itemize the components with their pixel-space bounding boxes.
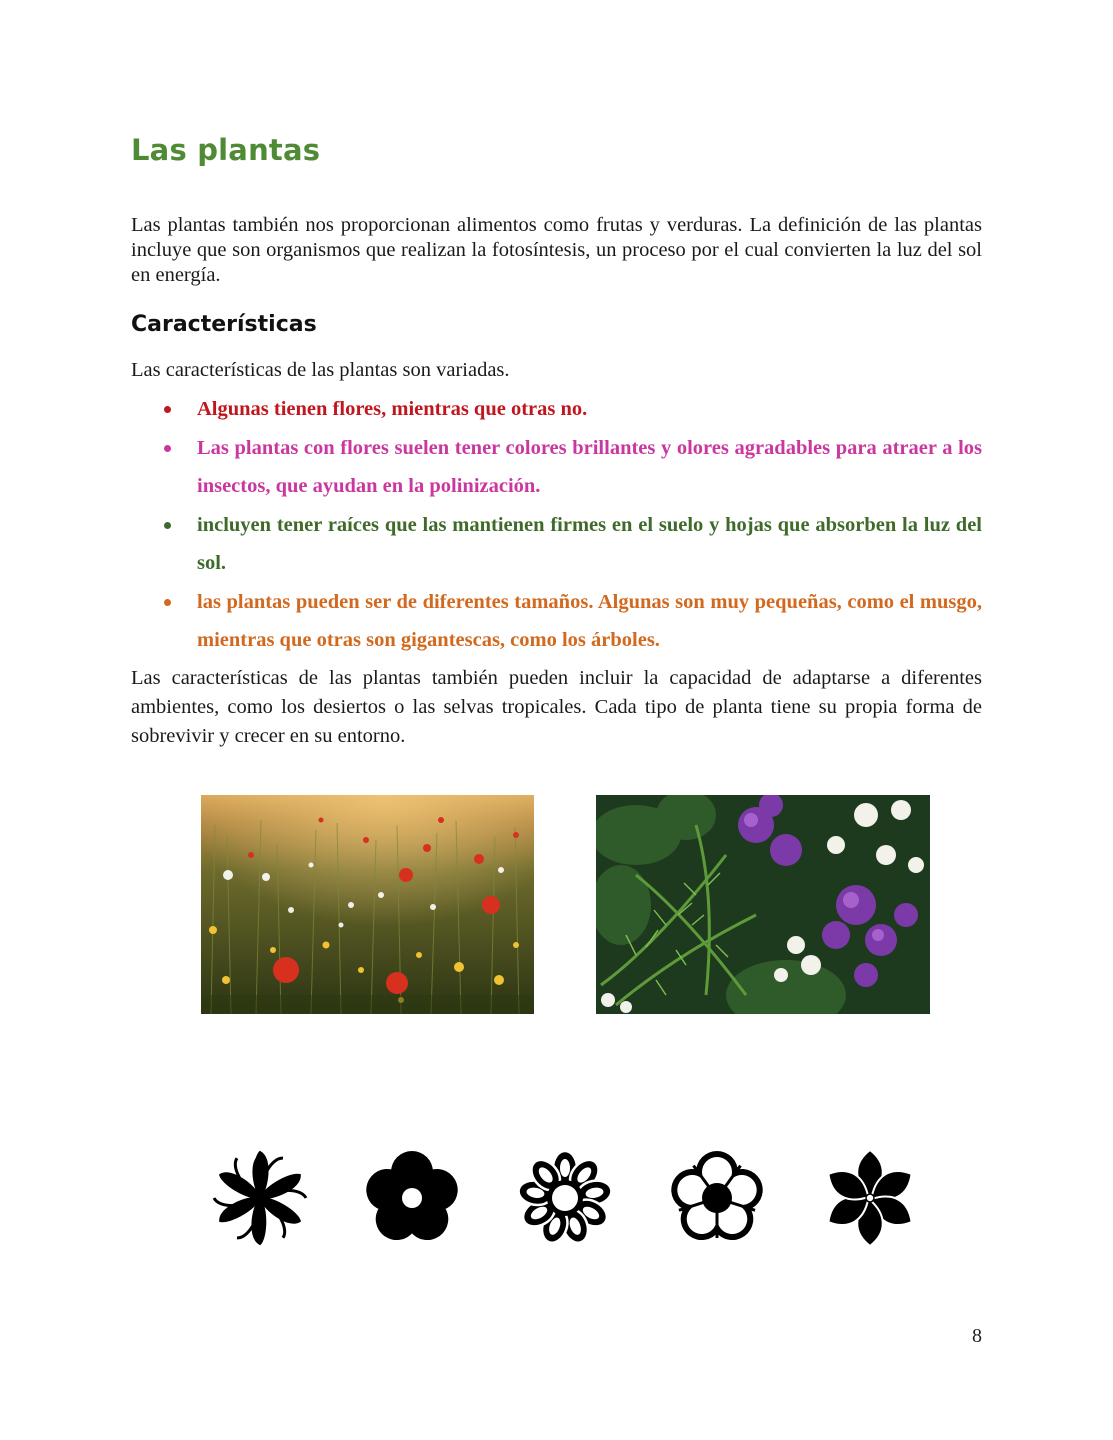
daisy-flower-icon (515, 1148, 615, 1248)
pointed-flower-icon (820, 1148, 920, 1248)
bullet-dot (164, 406, 171, 413)
page-number: 8 (972, 1325, 982, 1347)
five-petal-flower-icon (362, 1148, 462, 1248)
section-lead: Las características de las plantas son variadas. (131, 359, 510, 381)
characteristics-list (131, 390, 982, 660)
closing-paragraph: Las características de las plantas también pueden incluir la capacidad de adaptarse a diferentes ambientes, como los desiertos o las selvas tropicales. Cada tipo de planta tiene su propia forma de sobrevivir y crecer en su entorno. (131, 667, 982, 747)
list-item-text: incluyen tener raíces que las mantienen firmes en el suelo y hojas que absorben la luz del sol. (197, 513, 982, 574)
intro-paragraph: Las plantas también nos proporcionan alimentos como frutas y verduras. La definición de las plantas incluye que son organismos que realizan la fotosíntesis, un proceso por el cual convierten la luz del sol en energía. (131, 214, 982, 286)
pinwheel-flower-icon (210, 1148, 310, 1248)
outlined-flower-icon (667, 1148, 767, 1248)
list-item (131, 429, 982, 506)
list-item (131, 390, 982, 429)
bullet-dot (164, 445, 171, 452)
section-heading: Características (131, 312, 317, 337)
list-item (131, 506, 982, 583)
page-title: Las plantas (131, 133, 321, 167)
wildflower-meadow-photo (201, 795, 534, 1014)
list-item (131, 583, 982, 660)
list-item-text: Las plantas con flores suelen tener colores brillantes y olores agradables para atraer a los insectos, que ayudan en la polinización. (197, 436, 982, 497)
list-item-text: Algunas tienen flores, mientras que otras no. (197, 398, 588, 420)
list-item-text: las plantas pueden ser de diferentes tamaños. Algunas son muy pequeñas, como el musgo, mientras que otras son gigantescas, como los árboles. (197, 590, 982, 651)
bullet-dot (164, 599, 171, 606)
bullet-dot (164, 522, 171, 529)
orchids-and-ferns-photo (596, 795, 930, 1014)
